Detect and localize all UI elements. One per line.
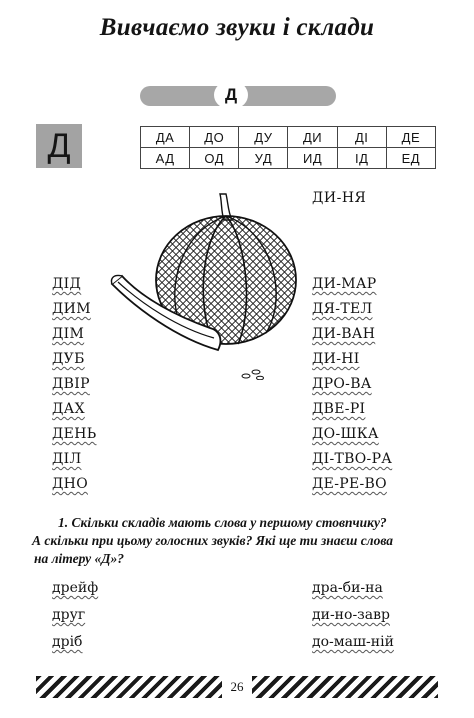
footer-stripe-left <box>36 676 222 698</box>
word-item: ДЯ-ТЕЛ <box>312 301 373 317</box>
word-item: ДЕНЬ <box>52 426 97 442</box>
image-label: ДИ-НЯ <box>312 190 367 206</box>
syllable-cell: ИД <box>288 148 337 169</box>
question-line: на літеру «Д»? <box>34 551 125 566</box>
syllable-cell: ОД <box>190 148 239 169</box>
word-item: ДИ-МАР <box>312 276 377 292</box>
letter-banner-letter: Д <box>214 82 248 108</box>
page-number: 26 <box>230 679 244 694</box>
syllable-cell: ДЕ <box>386 127 435 148</box>
syllable-table <box>140 126 436 169</box>
syllable-cell: ДА <box>141 127 190 148</box>
syllable-cell: ДО <box>190 127 239 148</box>
example-word: ди-но-завр <box>312 607 390 623</box>
example-word: дріб <box>52 634 83 650</box>
word-item: ДИ-НІ <box>312 351 360 367</box>
melon-illustration-icon <box>106 188 306 380</box>
syllable-cell: УД <box>239 148 288 169</box>
syllable-cell: АД <box>141 148 190 169</box>
question-line: 1. Скільки складів мають слова у першому стовпчику? <box>58 515 387 530</box>
word-item: ДНО <box>52 476 88 492</box>
example-word: до-маш-ній <box>312 634 394 650</box>
example-word: дра-би-на <box>312 580 383 596</box>
syllable-cell: ДУ <box>239 127 288 148</box>
word-item: ДРО-ВА <box>312 376 372 392</box>
word-item: ДУБ <box>52 351 85 367</box>
word-item: ДЕ-РЕ-ВО <box>312 476 387 492</box>
word-item: ДІМ <box>52 326 85 342</box>
example-word: дрейф <box>52 580 99 596</box>
page-title: Вивчаємо звуки і склади <box>99 14 375 41</box>
word-item: ДВІР <box>52 376 90 392</box>
word-item: ДАХ <box>52 401 85 417</box>
word-item: ДІЛ <box>52 451 82 467</box>
footer-stripe-right <box>252 676 438 698</box>
syllable-row-1 <box>141 127 436 148</box>
syllable-cell: ІД <box>337 148 386 169</box>
big-letter-box: Д <box>36 124 82 168</box>
word-item: ДО-ШКА <box>312 426 379 442</box>
syllable-cell: ДІ <box>337 127 386 148</box>
question-line: А скільки при цьому голосних звуків? Які ще ти знаєш слова <box>32 533 394 548</box>
exercise-question <box>32 514 456 568</box>
word-item: ДИ-ВАН <box>312 326 376 342</box>
word-item: ДВЕ-РІ <box>312 401 366 417</box>
word-item: ДИМ <box>52 301 91 317</box>
word-item: ДІ-ТВО-РА <box>312 451 393 467</box>
word-item: ДІД <box>52 276 82 292</box>
syllable-cell: ЕД <box>386 148 435 169</box>
example-word: друг <box>52 607 86 623</box>
syllable-row-2 <box>141 148 436 169</box>
syllable-cell: ДИ <box>288 127 337 148</box>
